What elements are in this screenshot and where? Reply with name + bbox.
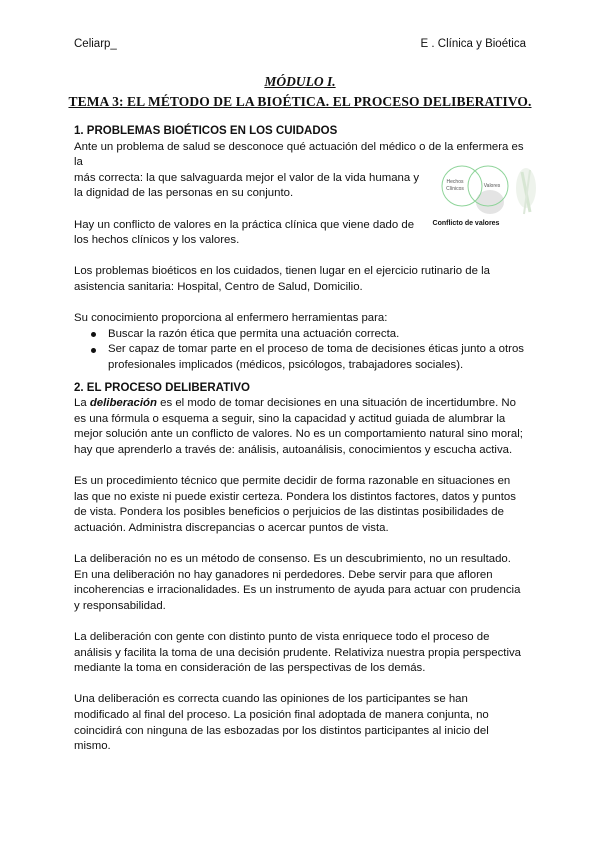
header-subject: E . Clínica y Bioética [420, 38, 526, 50]
paragraph: Una deliberación es correcta cuando las opiniones de los participantes se han modificado al final del proceso. La posición final adoptada de manera conjunta, no coincidirá con ninguna de las esbozadas por los distintos participantes al inicio del mismo. [74, 693, 489, 753]
paragraph: La deliberación no es un método de consenso. Es un descubrimiento, no un resultado. En una deliberación no hay ganadores ni perdedores. Debe servir para que afloren incoherencias e irracionalidades. Es un instrumento de ayuda para actuar con prudencia y responsabilidad. [74, 553, 521, 612]
paragraph [74, 396, 526, 458]
bullet-item: Ser capaz de tomar parte en el proceso de toma de decisiones éticas junto a otros profesionales implicados (médicos, psicólogos, trabajadores sociales). [108, 342, 526, 373]
module-title: MÓDULO I. [264, 74, 336, 89]
paragraph: Ante un problema de salud se desconoce qué actuación del médico o de la enfermera es la [74, 140, 524, 169]
venn-label-facts-line2: Clínicos [446, 186, 464, 192]
document-body [74, 124, 526, 755]
paragraph: Es un procedimiento técnico que permite decidir de forma razonable en situaciones en las que no existe ni puede existir certeza. Pondera los distintos factores, datos y puntos de vista. Pondera los posibles beneficios o perjuicios de las distintas posibilidades de actuación. Administra discrepancias o acercar puntos de vista. [74, 475, 516, 534]
paragraph-rest: es el modo de tomar decisiones en una situación de incertidumbre. No es una fórmula o esquema a seguir, sino la capacidad y actitud guiada de alumbrar la mejor solución ante un conflicto de valores. No es un comportamiento natural sino moral; hay que aprenderlo a través de: análisis, autoanálisis, conocimientos y escucha activa. [74, 397, 523, 456]
title-block [60, 74, 540, 110]
section-heading: 1. PROBLEMAS BIOÉTICOS EN LOS CUIDADOS [74, 125, 338, 137]
venn-label-values: Valores [483, 183, 501, 189]
figure-caption: Conflicto de valores [432, 220, 500, 227]
bullet-item: Buscar la razón ética que permita una actuación correcta. [108, 327, 526, 343]
venn-label-facts-line1: Hechos [446, 179, 464, 185]
paragraph: La deliberación con gente con distinto punto de vista enriquece todo el proceso de análisis y facilita la toma de una decisión prudente. Relativiza nuestra propia perspectiva mediante la toma en consideración de las perspectivas de los demás. [74, 631, 522, 675]
paragraph: Los problemas bioéticos en los cuidados, tienen lugar en el ejercicio rutinario de la asistencia sanitaria: Hospital, Centro de Salud, Domicilio. [74, 265, 491, 293]
paragraph-lead: La [74, 397, 90, 410]
header-author: Celiarp_ [74, 38, 117, 50]
bullet-list [74, 327, 526, 374]
paragraph: Hay un conflicto de valores en la práctica clínica que viene dado de los hechos clínicos y los valores. [74, 218, 415, 247]
section-heading: 2. EL PROCESO DELIBERATIVO [74, 381, 250, 394]
topic-title: TEMA 3: EL MÉTODO DE LA BIOÉTICA. EL PROCESO DELIBERATIVO. [68, 94, 532, 109]
paragraph: más correcta: la que salvaguarda mejor el valor de la vida humana y la dignidad de las personas en su conjunto. [74, 171, 420, 200]
paragraph: Su conocimiento proporciona al enfermero herramientas para: [74, 312, 388, 325]
term-deliberacion: deliberación [89, 397, 157, 410]
